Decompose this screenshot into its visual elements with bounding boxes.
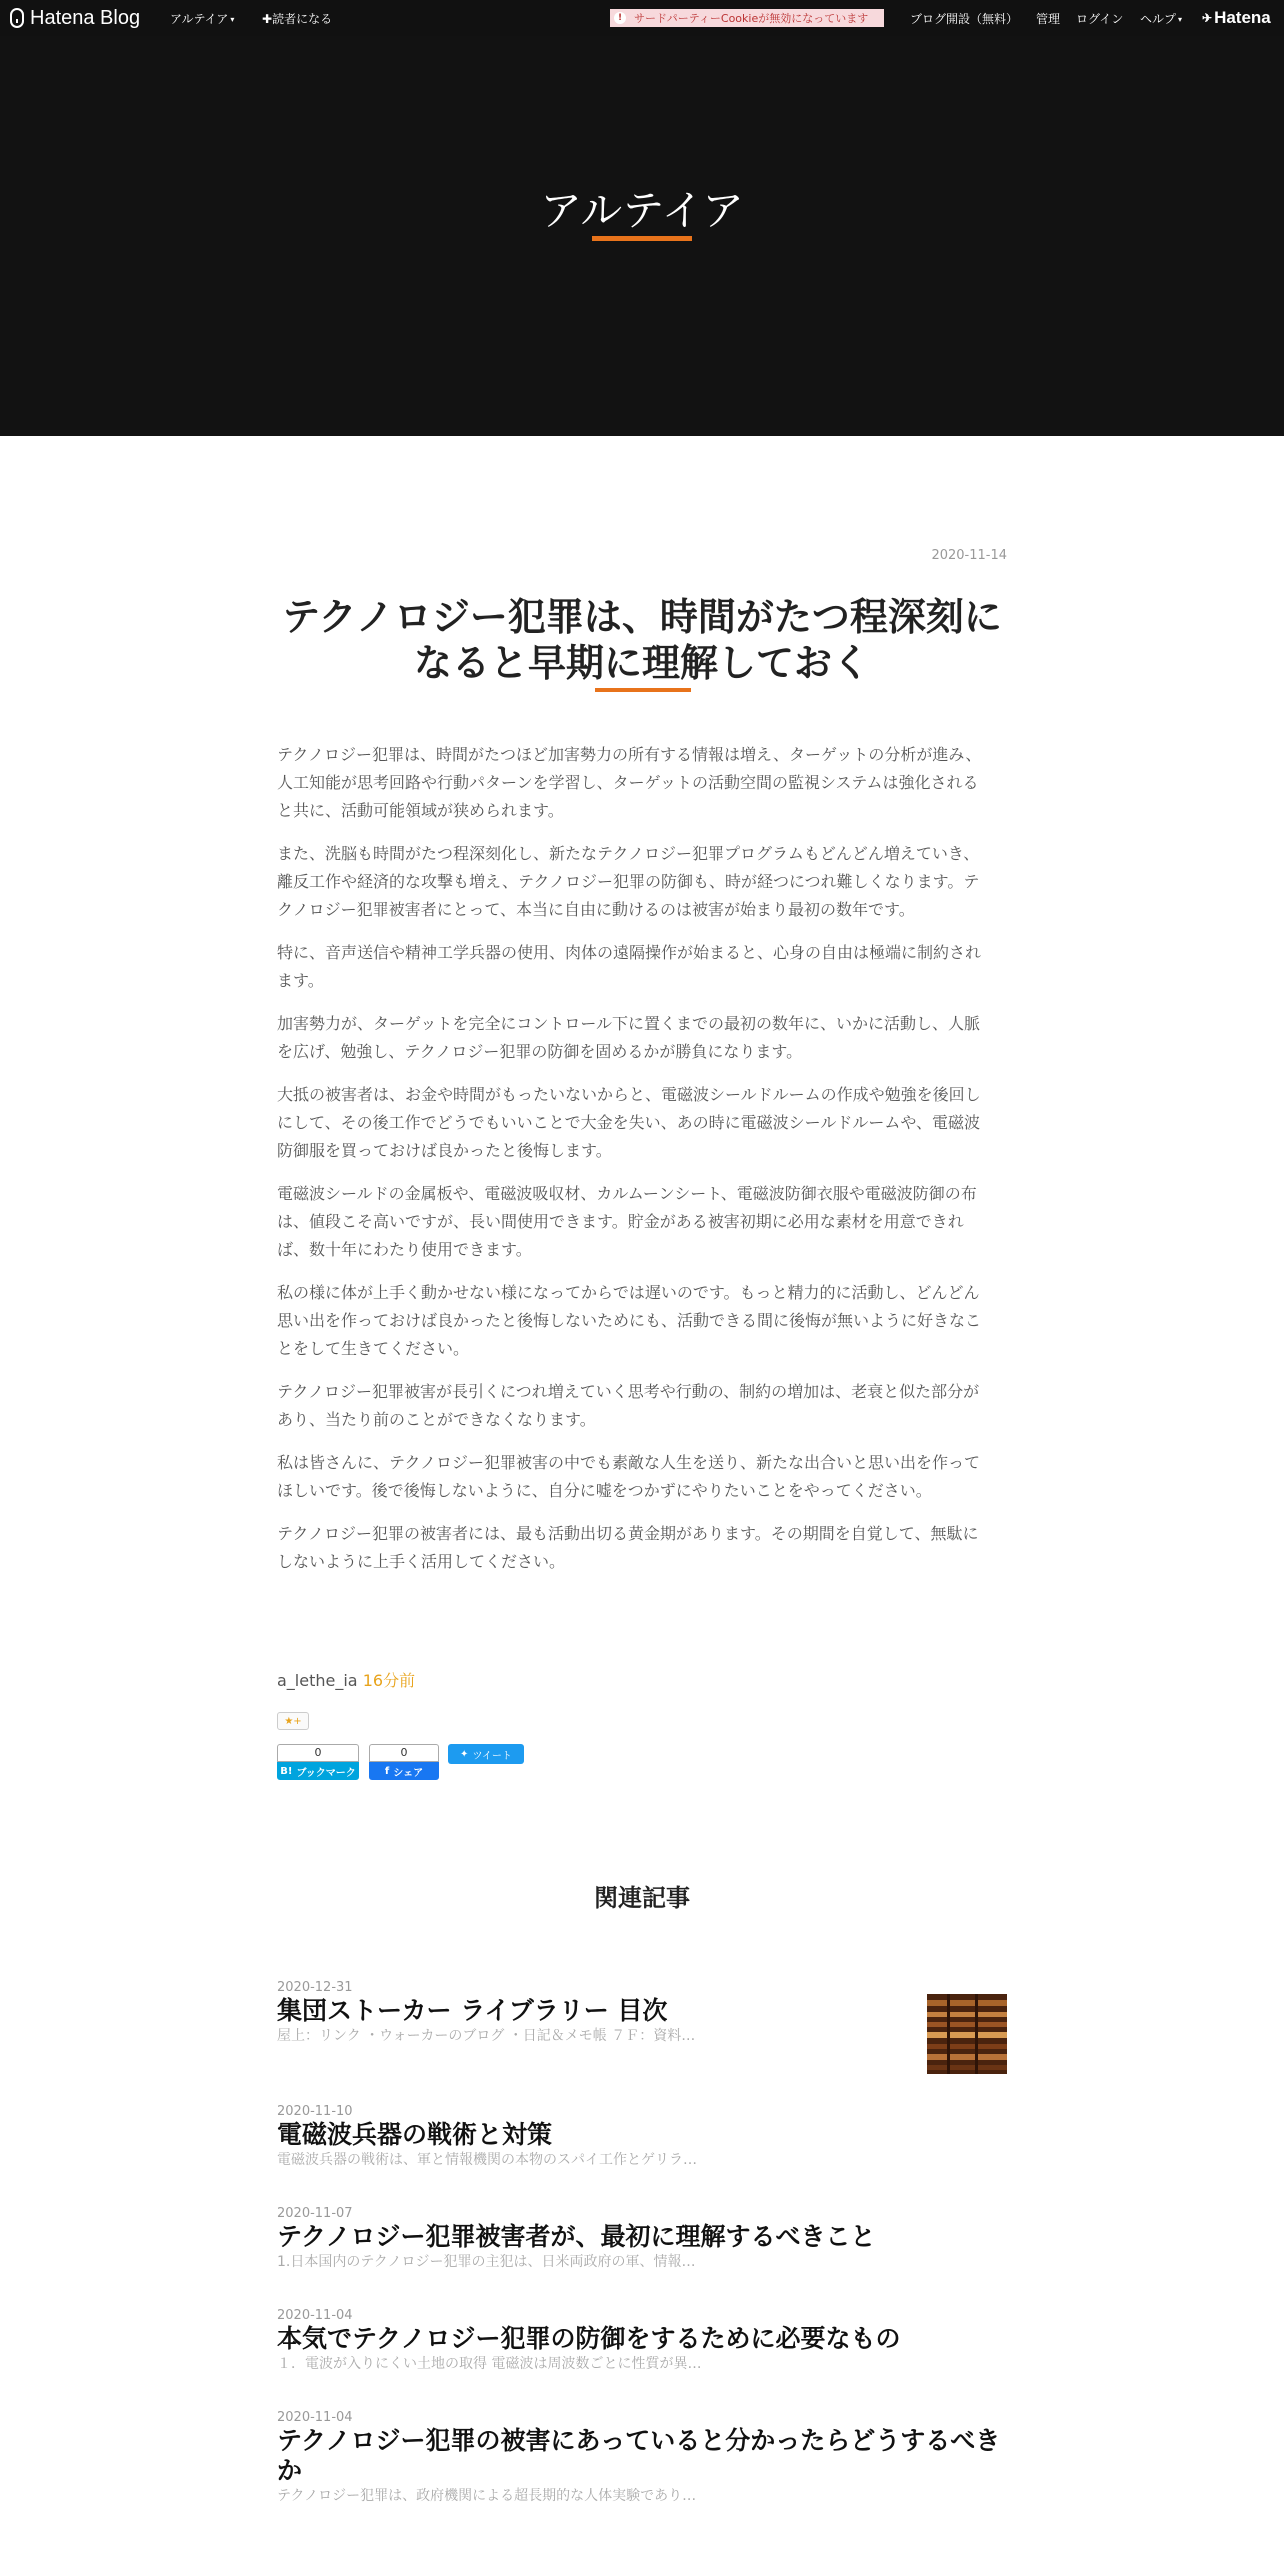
related-date: 2020-12-31: [277, 1980, 353, 1995]
open-blog-link[interactable]: ブログ開設（無料）: [910, 12, 1019, 26]
plus-icon: ✚: [262, 12, 273, 26]
hatena-blog-logo-icon: [10, 8, 24, 28]
caret-down-icon: ▾: [230, 15, 235, 24]
related-excerpt: 1.日本国内のテクノロジー犯罪の主犯は、日米両政府の軍、情報…: [277, 2254, 696, 2270]
body-paragraph: 私は皆さんに、テクノロジー犯罪被害の中でも素敵な人生を送り、新たな出合いと思い出を作ってほしいです。後で後悔しないように、自分に嘘をつかずにやりたいことをやってください。: [277, 1453, 981, 1500]
related-title[interactable]: 電磁波兵器の戦術と対策: [277, 2120, 553, 2149]
caret-down-icon: ▾: [1178, 15, 1183, 24]
tweet-label: ツイート: [472, 1750, 512, 1762]
related-heading: 関連記事: [594, 1884, 690, 1912]
manage-link[interactable]: 管理: [1036, 12, 1061, 26]
tweet-button[interactable]: [448, 1744, 524, 1764]
cookie-warning[interactable]: [610, 9, 884, 27]
author-line: [277, 1668, 415, 1691]
warning-icon: !: [614, 12, 626, 24]
hatena-brand-text: Hatena: [1214, 8, 1271, 27]
related-excerpt: テクノロジー犯罪は、政府機関による超長期的な人体実験であり…: [277, 2488, 697, 2504]
facebook-share-count: 0: [369, 1744, 439, 1762]
body-paragraph: テクノロジー犯罪は、時間がたつほど加害勢力の所有する情報は増え、ターゲットの分析が進み、人工知能が思考回路や行動パターンを学習し、ターゲットの活動空間の監視システムは強化されると共に、活動可能領域が狭められます。: [277, 745, 982, 820]
related-item[interactable]: [277, 2308, 1007, 2374]
body-paragraph: 特に、音声送信や精神工学兵器の使用、肉体の遠隔操作が始まると、心身の自由は極端に制約されます。: [277, 943, 982, 990]
title-underline: [592, 236, 692, 241]
cookie-warning-text: サードパーティーCookieが無効になっています: [634, 12, 869, 25]
hatena-bookmark-label-box: [277, 1762, 359, 1780]
twitter-bird-icon: ✦: [460, 1748, 469, 1760]
related-excerpt: １．電波が入りにくい土地の取得 電磁波は周波数ごとに性質が異…: [277, 2356, 702, 2372]
add-star-button[interactable]: ★+: [277, 1712, 309, 1730]
body-paragraph: 大抵の被害者は、お金や時間がもったいないからと、電磁波シールドルームの作成や勉強を後回しにして、その後工作でどうでもいいことで大金を失い、あの時に電磁波シールドルームや、電磁波防御服を買っておけば良かったと後悔します。: [277, 1085, 981, 1160]
hatena-bookmark-button[interactable]: [277, 1744, 359, 1780]
related-date: 2020-11-04: [277, 2308, 353, 2323]
related-date: 2020-11-04: [277, 2410, 353, 2425]
related-item[interactable]: [277, 2206, 1007, 2272]
blog-header: [0, 36, 1284, 436]
related-date: 2020-11-10: [277, 2104, 353, 2119]
related-thumbnail[interactable]: [927, 1994, 1007, 2074]
entry-title-underline: [595, 688, 691, 692]
body-paragraph: テクノロジー犯罪被害が長引くにつれ増えていく思考や行動の、制約の増加は、老衰と似た部分があり、当たり前のことができなくなります。: [277, 1382, 980, 1429]
related-title[interactable]: 集団ストーカー ライブラリー 目次: [277, 1996, 668, 2025]
help-label: ヘルプ: [1140, 12, 1177, 26]
blog-menu-label: アルテイア: [170, 12, 229, 26]
entry-title[interactable]: テクノロジー犯罪は、時間がたつ程深刻になると早期に理解しておく: [282, 595, 1002, 685]
entry-date[interactable]: 2020-11-14: [931, 548, 1007, 563]
facebook-icon: f: [384, 1765, 390, 1777]
subscribe-button[interactable]: [262, 10, 332, 27]
related-excerpt: 屋上：リンク ・ウォーカーのブログ ・日記＆メモ帳 ７Ｆ：資料…: [277, 2028, 696, 2044]
facebook-share-button[interactable]: [369, 1744, 439, 1780]
related-item[interactable]: [277, 1980, 1007, 2046]
global-header: [0, 0, 1284, 36]
entry-body: [277, 741, 991, 1591]
logo-text: Hatena Blog: [30, 6, 141, 29]
related-title[interactable]: 本気でテクノロジー犯罪の防御をするために必要なもの: [277, 2324, 901, 2353]
post-time-ago[interactable]: 16分前: [362, 1671, 416, 1690]
hatena-brand-link[interactable]: [1202, 8, 1271, 28]
blog-menu[interactable]: [170, 10, 234, 27]
hatena-blog-logo[interactable]: [10, 6, 140, 30]
body-paragraph: 電磁波シールドの金属板や、電磁波吸収材、カルムーンシート、電磁波防御衣服や電磁波防御の布は、値段こそ高いですが、長い間使用できます。貯金がある被害初期に必用な素材を用意できれば、数十年にわたり使用できます。: [277, 1184, 977, 1259]
facebook-share-label: シェア: [393, 1767, 424, 1779]
login-link[interactable]: ログイン: [1076, 12, 1124, 26]
blog-title[interactable]: アルテイア: [539, 186, 745, 235]
author-name[interactable]: a_lethe_ia: [277, 1671, 358, 1690]
related-title[interactable]: テクノロジー犯罪被害者が、最初に理解するべきこと: [277, 2222, 876, 2251]
body-paragraph: テクノロジー犯罪の被害者には、最も活動出切る黄金期があります。その期間を自覚して、無駄にしないように上手く活用してください。: [277, 1524, 979, 1571]
related-excerpt: 電磁波兵器の戦術は、軍と情報機関の本物のスパイ工作とゲリラ…: [277, 2152, 697, 2168]
related-item[interactable]: [277, 2104, 1007, 2170]
related-date: 2020-11-07: [277, 2206, 353, 2221]
body-paragraph: 私の様に体が上手く動かせない様になってからでは遅いのです。もっと精力的に活動し、どんどん思い出を作っておけば良かったと後悔しないためにも、活動できる間に後悔が無いように好きなことをして生きてください。: [277, 1283, 982, 1358]
hatena-bookmark-label: ブックマーク: [296, 1767, 356, 1779]
body-paragraph: 加害勢力が、ターゲットを完全にコントロール下に置くまでの最初の数年に、いかに活動し、人脈を広げ、勉強し、テクノロジー犯罪の防御を固めるかが勝負になります。: [277, 1014, 981, 1061]
body-paragraph: また、洗脳も時間がたつ程深刻化し、新たなテクノロジー犯罪プログラムもどんどん増えていき、離反工作や経済的な攻撃も増え、テクノロジー犯罪の防御も、時が経つにつれ難しくなります。テクノロジー犯罪被害者にとって、本当に自由に動けるのは被害が始まり最初の数年です。: [277, 844, 980, 919]
subscribe-label: 読者になる: [272, 12, 333, 26]
related-item[interactable]: [277, 2410, 1007, 2506]
hatena-bookmark-icon: B!: [280, 1765, 293, 1777]
help-menu[interactable]: [1140, 10, 1182, 27]
related-title[interactable]: テクノロジー犯罪の被害にあっていると分かったらどうするべきか: [277, 2426, 1001, 2485]
hatena-bird-icon: ✈: [1202, 11, 1213, 25]
library-thumbnail-image: [927, 1994, 1007, 2074]
hatena-bookmark-count: 0: [277, 1744, 359, 1762]
facebook-share-label-box: [369, 1762, 439, 1780]
